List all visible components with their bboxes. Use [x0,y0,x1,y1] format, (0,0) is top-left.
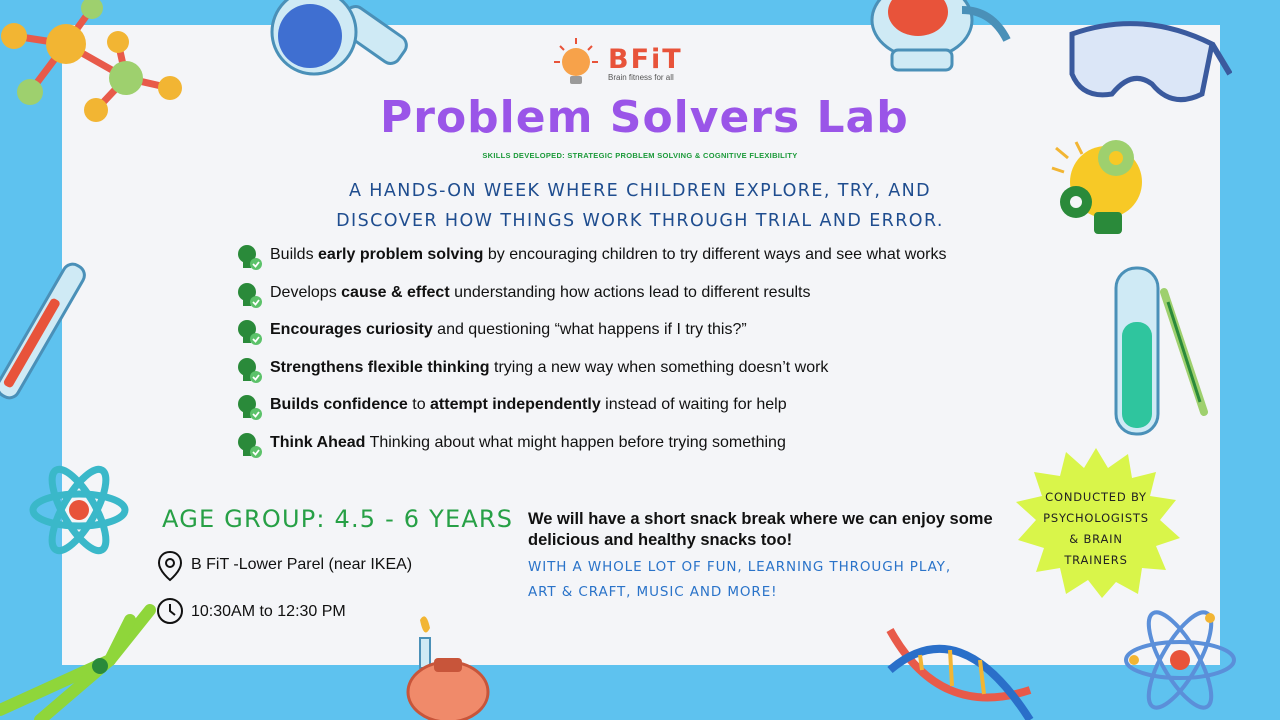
brand-name: BFiT [608,44,683,75]
skills-developed: SKILLS DEVELOPED: STRATEGIC PROBLEM SOLVING & COGNITIVE FLEXIBILITY [482,151,798,160]
benefit-text: Builds confidence to attempt independently instead of waiting for help [270,396,787,414]
location-text: B FiT -Lower Parel (near IKEA) [191,556,413,573]
fun-note [528,555,988,605]
location-pin-icon [156,550,184,582]
conducted-by-badge [1030,487,1162,571]
benefit-text: Encourages curiosity and questioning “what happens if I try this?” [270,321,747,339]
list-item [234,430,1054,468]
benefit-list [234,242,1054,468]
location-row [156,550,456,580]
benefit-text: Strengthens flexible thinking trying a new way when something doesn’t work [270,358,829,376]
atom-icon [26,460,132,560]
time-text: 10:30AM to 12:30 PM [191,603,346,620]
badge-line-2: PSYCHOLOGISTS [1043,511,1149,525]
badge-line-4: TRAINERS [1064,553,1128,567]
time-row [156,597,396,627]
list-item [234,355,1054,393]
badge-line-3: & BRAIN [1069,532,1123,546]
bulb-check-icon [234,317,264,347]
list-item [234,280,1054,318]
bulb-check-icon [234,242,264,272]
bulb-check-icon [234,355,264,385]
bulb-check-icon [234,280,264,310]
list-item [234,392,1054,430]
test-tube-icon [1108,262,1218,442]
tagline [300,176,980,236]
atom-large-icon [1120,600,1240,720]
brand-tagline: Brain fitness for all [608,73,674,82]
goggles-icon [1062,14,1232,114]
molecule-icon [0,0,190,130]
fun-line-1: WITH A WHOLE LOT OF FUN, LEARNING THROUGH PLAY, [528,559,952,575]
age-group: AGE GROUP: 4.5 - 6 YEARS [162,505,514,533]
benefit-text: Develops cause & effect understanding how actions lead to different results [270,283,811,301]
list-item [234,242,1054,280]
fun-line-2: ART & CRAFT, MUSIC AND MORE! [528,584,778,600]
tagline-line-1: A HANDS-ON WEEK WHERE CHILDREN EXPLORE, TRY, AND [348,181,932,201]
flask-icon [268,0,418,90]
tongs-icon [0,600,160,720]
benefit-text: Builds early problem solving by encouraging children to try different ways and see what works [270,246,947,263]
bulb-gears-icon [1046,132,1176,242]
clock-icon [156,597,184,625]
bulb-check-icon [234,430,264,460]
page-title: Problem Solvers Lab [380,92,909,143]
dna-icon [880,610,1040,720]
list-item [234,317,1054,355]
snack-note: We will have a short snack break where we can enjoy some delicious and healthy snacks too! [528,510,993,549]
thermometer-icon [0,256,90,406]
benefit-text: Think Ahead Thinking about what might happen before trying something [270,433,786,451]
tagline-line-2: DISCOVER HOW THINGS WORK THROUGH TRIAL AND ERROR. [336,211,944,231]
bulb-check-icon [234,392,264,422]
beaker-icon [862,0,1012,80]
badge-line-1: CONDUCTED BY [1045,490,1147,504]
burner-icon [400,610,496,720]
